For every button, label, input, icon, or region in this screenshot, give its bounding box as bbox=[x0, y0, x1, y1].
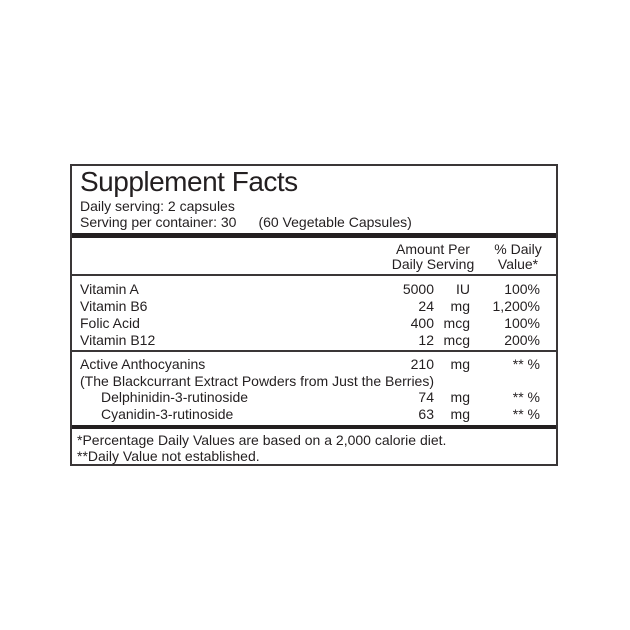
daily-value-header-line2: Value* bbox=[497, 256, 539, 272]
vitamin-rows bbox=[72, 281, 556, 349]
table-row-vitamin-b12 bbox=[80, 332, 540, 349]
footnote-not-established: **Daily Value not established. bbox=[77, 447, 260, 464]
thick-separator-bottom bbox=[72, 425, 556, 429]
footnotes bbox=[72, 433, 556, 464]
header-spacer bbox=[80, 242, 372, 272]
table-row-delphinidin bbox=[80, 389, 540, 406]
nutrient-name: Delphinidin-3-rutinoside bbox=[101, 389, 249, 405]
nutrient-amount: 24 bbox=[418, 298, 434, 314]
nutrient-amount: 210 bbox=[410, 356, 434, 372]
table-row-cyanidin bbox=[80, 406, 540, 423]
thick-separator-top bbox=[72, 233, 556, 238]
nutrient-daily-value: 1,200% bbox=[492, 298, 540, 314]
thin-separator-header bbox=[72, 274, 556, 276]
amount-column-header bbox=[384, 242, 482, 272]
nutrient-unit: IU bbox=[456, 281, 470, 297]
nutrient-unit: mcg bbox=[443, 315, 470, 331]
servings-per-container-text: Serving per container: 30 bbox=[80, 214, 237, 230]
nutrient-unit: mg bbox=[450, 356, 470, 372]
column-header-row bbox=[72, 242, 556, 272]
supplement-facts-panel bbox=[70, 164, 558, 466]
amount-header-line2: Daily Serving bbox=[391, 256, 475, 272]
footnote-daily-value-basis: *Percentage Daily Values are based on a 2,000 calorie diet. bbox=[77, 432, 447, 448]
nutrient-amount: 12 bbox=[418, 332, 434, 348]
nutrient-name: Vitamin A bbox=[80, 281, 139, 297]
nutrient-unit: mg bbox=[450, 405, 470, 422]
nutrient-unit: mg bbox=[450, 298, 470, 314]
anthocyanin-rows bbox=[72, 356, 556, 422]
table-row-active-anthocyanins bbox=[80, 356, 540, 373]
nutrient-daily-value: ** % bbox=[512, 405, 540, 422]
nutrient-unit: mcg bbox=[443, 332, 470, 348]
daily-serving-line: Daily serving: 2 capsules bbox=[80, 198, 235, 214]
nutrient-daily-value: ** % bbox=[512, 389, 540, 405]
nutrient-daily-value: ** % bbox=[512, 356, 540, 372]
nutrient-daily-value: 100% bbox=[504, 315, 540, 331]
panel-title: Supplement Facts bbox=[80, 166, 298, 197]
nutrient-unit: mg bbox=[450, 389, 470, 405]
nutrient-name: Active Anthocyanins bbox=[80, 356, 206, 372]
nutrient-amount: 400 bbox=[410, 315, 434, 331]
nutrient-amount: 5000 bbox=[402, 281, 434, 297]
table-row-folic-acid bbox=[80, 315, 540, 332]
nutrient-name: Vitamin B12 bbox=[80, 332, 156, 348]
table-row-vitamin-a bbox=[80, 281, 540, 298]
nutrient-amount: 63 bbox=[418, 405, 434, 422]
table-row-vitamin-b6 bbox=[80, 298, 540, 315]
nutrient-daily-value: 100% bbox=[504, 281, 540, 297]
blackcurrant-source-note: (The Blackcurrant Extract Powders from Just the Berries) bbox=[80, 372, 434, 389]
nutrient-amount: 74 bbox=[418, 389, 434, 405]
nutrient-daily-value: 200% bbox=[504, 332, 540, 348]
nutrient-name: Cyanidin-3-rutinoside bbox=[101, 405, 234, 422]
servings-per-container-line bbox=[72, 214, 556, 230]
thin-separator-middle bbox=[72, 350, 556, 352]
capsule-count-note: (60 Vegetable Capsules) bbox=[258, 214, 412, 230]
daily-value-header-line1: % Daily bbox=[494, 241, 542, 257]
nutrient-name: Folic Acid bbox=[80, 315, 140, 331]
nutrient-name: Vitamin B6 bbox=[80, 298, 148, 314]
amount-header-line1: Amount Per bbox=[396, 241, 470, 257]
daily-value-column-header bbox=[483, 242, 553, 272]
